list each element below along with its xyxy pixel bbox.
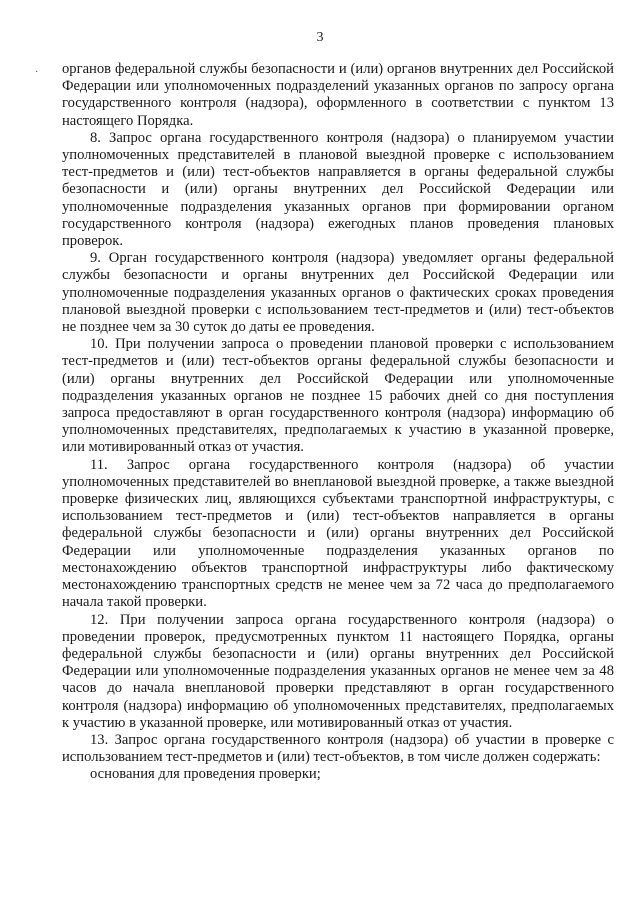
document-body bbox=[62, 61, 614, 784]
paragraph-10: 10. При получении запроса о проведении плановой проверки с использованием тест-предметов и (или) тест-объектов органы федеральной службы безопасности и (или) органы внутренних дел Российской Федерации или уполномоченные подразделения указанных органов не позднее 15 рабочих дней со дня поступления запроса предоставляют в орган государственного контроля (надзора) информацию об уполномоченных представителях, предполагаемых к участию в указанной проверке, или мотивированный отказ от участия. bbox=[62, 336, 614, 456]
paragraph-8: 8. Запрос органа государственного контроля (надзора) о планируемом участии уполномоченных представителей в плановой выездной проверке с использованием тест-предметов и (или) тест-объектов направляется в органы федеральной службы безопасности и (или) органы внутренних дел Российской Федерации или уполномоченные подразделения указанных органов при формировании органом государственного контроля (надзора) ежегодных планов проведения плановых проверок. bbox=[62, 129, 614, 250]
paragraph-continuation: органов федеральной службы безопасности и (или) органов внутренних дел Российской Федерации или уполномоченных подразделений указанных органов по запросу органа государственного контроля (надзора), оформленного в соответствии с пунктом 13 настоящего Порядка. bbox=[62, 61, 614, 129]
paragraph-12: 12. При получении запроса органа государственного контроля (надзора) о проведении проверок, предусмотренных пунктом 11 настоящего Порядка, органы федеральной службы безопасности и (или) органы внутренних дел Российской Федерации или уполномоченные подразделения указанных органов не менее чем за 48 часов до начала внеплановой проверки представляют в орган государственного контроля (надзора) информацию об уполномоченных представителях, предполагаемых к участию в указанной проверке, или мотивированный отказ от участия. bbox=[62, 611, 614, 731]
paragraph-11: 11. Запрос органа государственного контроля (надзора) об участии уполномоченных представителей во внеплановой выездной проверке, а также выездной проверке физических лиц, являющихся субъектами транспортной инфраструктуры, с использованием тест-предметов и (или) тест-объектов направляется в органы федеральной службы безопасности и (или) органы внутренних дел Российской Федерации или уполномоченные подразделения указанных органов по местонахождению объектов транспортной инфраструктуры либо фактическому местонахождению транспортных средств не менее чем за 72 часа до предполагаемого начала такой проверки. bbox=[62, 456, 614, 611]
margin-mark: · bbox=[35, 67, 39, 78]
paragraph-9: 9. Орган государственного контроля (надзора) уведомляет органы федеральной службы безопасности и органы внутренних дел Российской Федерации или уполномоченные подразделения указанных органов о фактических сроках проведения плановой выездной проверки с использованием тест-предметов и (или) тест-объектов не позднее чем за 30 суток до даты ее проведения. bbox=[62, 250, 614, 336]
page-number: 3 bbox=[316, 30, 324, 45]
list-item-grounds: основания для проведения проверки; bbox=[90, 766, 321, 783]
paragraph-13: 13. Запрос органа государственного контроля (надзора) об участии в проверке с использованием тест-предметов и (или) тест-объектов, в том числе должен содержать: bbox=[62, 731, 614, 766]
